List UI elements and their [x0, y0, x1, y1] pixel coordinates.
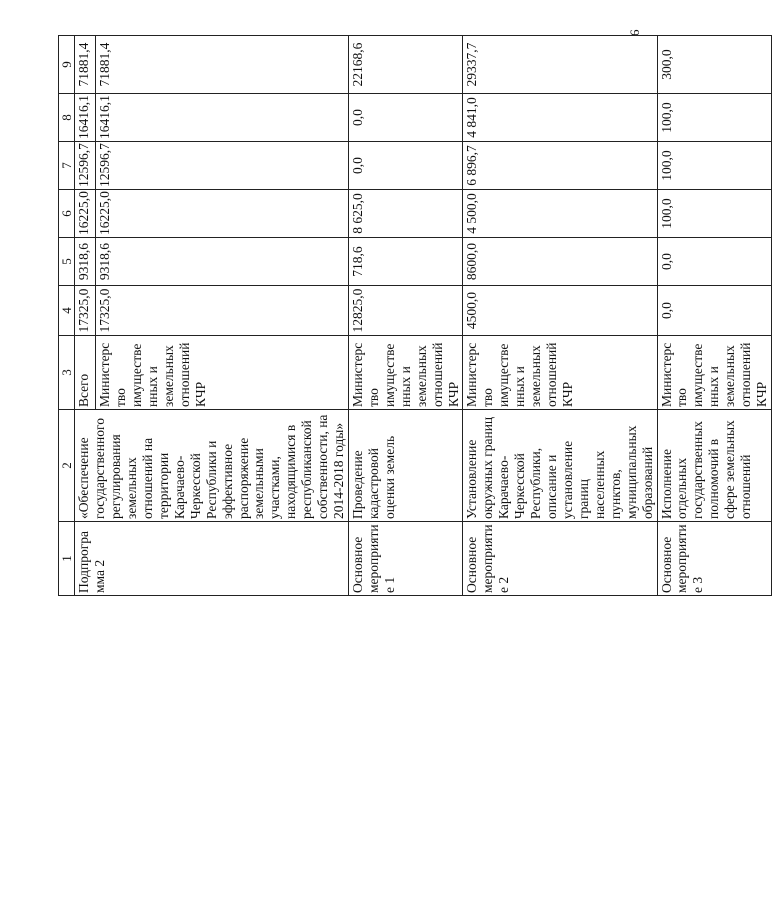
value-cell: 17325,0: [96, 286, 349, 336]
value-cell: 16225,0: [96, 190, 349, 238]
value-cell: 4 500,0: [463, 190, 657, 238]
total-label: Всего: [75, 336, 96, 410]
row-label: Подпрограмма 2: [75, 522, 349, 596]
value-cell: 0,0: [657, 286, 771, 336]
col-header: 4: [59, 286, 75, 336]
row-label: Основное мероприятие 1: [349, 522, 463, 596]
value-cell: 9318,6: [96, 238, 349, 286]
value-cell: 12825,0: [349, 286, 463, 336]
table-row: [75, 36, 96, 596]
col-header: 6: [59, 190, 75, 238]
value-cell: 16225,0: [75, 190, 96, 238]
value-cell: 0,0: [657, 238, 771, 286]
value-cell: 100,0: [657, 190, 771, 238]
header-row: [59, 36, 75, 596]
value-cell: 4 841,0: [463, 94, 657, 142]
value-cell: 0,0: [349, 94, 463, 142]
value-cell: 9318,6: [75, 238, 96, 286]
col-header: 8: [59, 94, 75, 142]
value-cell: 71881,4: [96, 36, 349, 94]
value-cell: 29337,7: [463, 36, 657, 94]
value-cell: 718,6: [349, 238, 463, 286]
value-cell: 16416,1: [75, 94, 96, 142]
budget-table: [58, 35, 772, 596]
value-cell: 8 625,0: [349, 190, 463, 238]
table-row: [657, 36, 771, 596]
col-header: 2: [59, 410, 75, 522]
executor-cell: Министерство имущественных и земельных отношений КЧР: [657, 336, 771, 410]
col-header: 9: [59, 36, 75, 94]
row-name: Установление окружных границ Карачаево-Черкесской Республики, описание и установление границ населенных пунктов, муниципальных образований: [463, 410, 657, 522]
value-cell: 12596,7: [96, 142, 349, 190]
executor-cell: Министерство имущественных и земельных отношений КЧР: [349, 336, 463, 410]
value-cell: 0,0: [349, 142, 463, 190]
value-cell: 12596,7: [75, 142, 96, 190]
table-row: [349, 36, 463, 596]
value-cell: 71881,4: [75, 36, 96, 94]
col-header: 7: [59, 142, 75, 190]
row-label: Основное мероприятие 2: [463, 522, 657, 596]
row-label: Основное мероприятие 3: [657, 522, 771, 596]
value-cell: 6 896,7: [463, 142, 657, 190]
value-cell: 16416,1: [96, 94, 349, 142]
col-header: 3: [59, 336, 75, 410]
rotated-page: [58, 36, 770, 596]
page-number: 6: [627, 29, 642, 36]
value-cell: 22168,6: [349, 36, 463, 94]
table-row: [463, 36, 657, 596]
col-header: 5: [59, 238, 75, 286]
row-name: Исполнение отдельных государственных полномочий в сфере земельных отношений: [657, 410, 771, 522]
row-name: «Обеспечение государственного регулирования земельных отношений на территории Карачаево-Черкесской Республики и эффективное распоряжение земельными участками, находящимися в республиканской собственности, на 2014-2018 годы»: [75, 410, 349, 522]
value-cell: 17325,0: [75, 286, 96, 336]
col-header: 1: [59, 522, 75, 596]
value-cell: 300,0: [657, 36, 771, 94]
executor-cell: Министерство имущественных и земельных отношений КЧР: [463, 336, 657, 410]
executor-cell: Министерство имущественных и земельных отношений КЧР: [96, 336, 349, 410]
value-cell: 100,0: [657, 94, 771, 142]
value-cell: 4500,0: [463, 286, 657, 336]
value-cell: 100,0: [657, 142, 771, 190]
row-name: Проведение кадастровой оценки земель: [349, 410, 463, 522]
value-cell: 8600,0: [463, 238, 657, 286]
